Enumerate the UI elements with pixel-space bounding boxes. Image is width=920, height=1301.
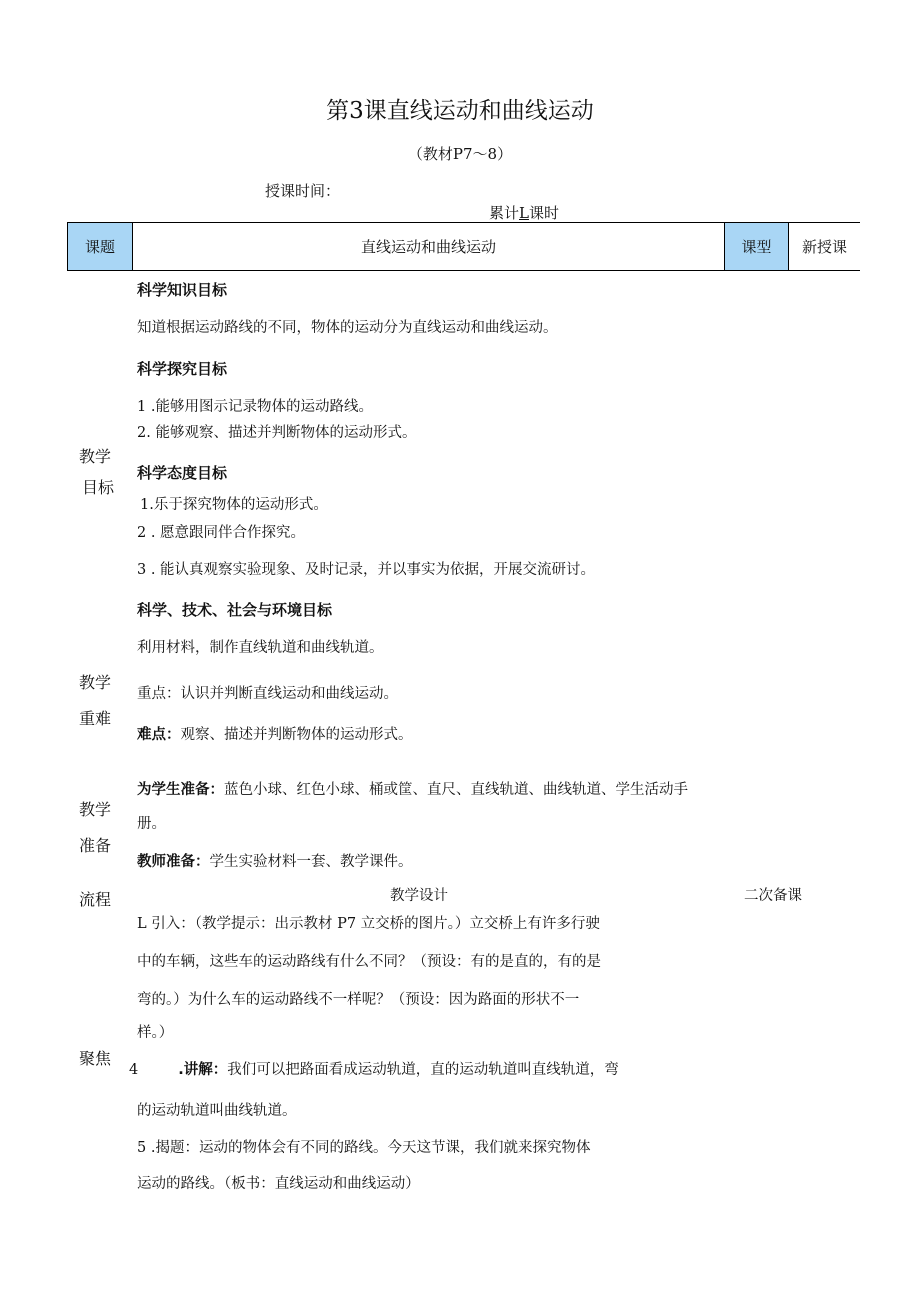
type-label: 课型: [741, 238, 772, 256]
reveal-line-1: 5 .揭题：运动的物体会有不同的路线。今天这节课，我们就来探究物体: [137, 1140, 591, 1156]
focus-stage-label: 聚焦: [79, 1049, 112, 1068]
type-value-cell: [789, 223, 860, 270]
design-header: 教学设计: [390, 888, 448, 904]
topic-label-cell: [67, 223, 133, 270]
cumulative-prefix: 累计: [489, 204, 520, 222]
inquiry-item-1: 1 .能够用图示记录物体的运动路线。: [137, 399, 373, 415]
teacher-prep-label: 教师准备：: [137, 854, 210, 870]
cumulative-hours: [489, 202, 559, 223]
difficulty-point: [137, 723, 413, 744]
intro-line-3: 弯的。）为什么车的运动路线不一样呢？（预设：因为路面的形状不一: [137, 992, 580, 1008]
explain-number: 4: [129, 1062, 139, 1078]
topic-value: 直线运动和曲线运动: [360, 238, 496, 256]
second-prep-header: 二次备课: [744, 888, 802, 904]
intro-line-4: 样。）: [137, 1025, 174, 1041]
inquiry-item-2: 2. 能够观察、描述并判断物体的运动形式。: [137, 425, 417, 441]
teacher-prep-text: 学生实验材料一套、教学课件。: [209, 854, 413, 870]
explain-line-1: [129, 1058, 619, 1079]
keypoints-label-2: 重难: [79, 709, 112, 728]
attitude-item-2: 2 . 愿意跟同伴合作探究。: [137, 525, 306, 541]
attitude-item-1: 1.乐于探究物体的运动形式。: [140, 497, 328, 513]
topic-value-cell: [133, 223, 724, 270]
knowledge-heading: 科学知识目标: [137, 281, 228, 299]
difficulty-text: 观察、描述并判断物体的运动形式。: [180, 727, 413, 743]
explain-label: .讲解：: [178, 1062, 228, 1078]
attitude-item-3: 3 . 能认真观察实验现象、及时记录，并以事实为依据，开展交流研讨。: [137, 562, 596, 578]
explain-line-2: 的运动轨道叫曲线轨道。: [137, 1103, 297, 1119]
cumulative-suffix: 课时: [528, 204, 559, 222]
attitude-heading: 科学态度目标: [137, 464, 228, 482]
focus-label: 重点：: [137, 686, 181, 702]
student-prep-label: 为学生准备：: [137, 782, 224, 798]
type-value: 新授课: [801, 238, 847, 256]
difficulty-label: 难点：: [137, 727, 181, 743]
teacher-prep: [137, 850, 413, 871]
intro-line-1: L 引入：（教学提示：出示教材 P7 立交桥的图片。）立交桥上有许多行驶: [137, 916, 600, 932]
textbook-pages: （教材P7～8）: [407, 145, 513, 163]
page-title: 第3课直线运动和曲线运动: [326, 98, 594, 124]
cumulative-value: L: [519, 204, 529, 222]
inquiry-heading: 科学探究目标: [137, 360, 228, 378]
lesson-time-label: 授课时间：: [265, 182, 341, 200]
focus-point: [137, 682, 398, 703]
preparation-label-1: 教学: [79, 800, 112, 819]
process-label: 流程: [79, 890, 112, 909]
topic-label: 课题: [84, 238, 115, 256]
reveal-line-2: 运动的路线。（板书：直线运动和曲线运动）: [137, 1176, 420, 1192]
preparation-label-2: 准备: [79, 836, 112, 855]
objectives-label-2: 目标: [82, 478, 115, 497]
stse-text: 利用材料，制作直线轨道和曲线轨道。: [137, 640, 384, 656]
header-bottom-border: [67, 270, 860, 271]
student-prep-line2: 册。: [137, 816, 166, 832]
knowledge-text: 知道根据运动路线的不同，物体的运动分为直线运动和曲线运动。: [137, 320, 558, 336]
intro-line-2: 中的车辆，这些车的运动路线有什么不同？（预设：有的是直的，有的是: [137, 954, 601, 970]
keypoints-label-1: 教学: [79, 673, 112, 692]
explain-text: 我们可以把路面看成运动轨道，直的运动轨道叫直线轨道，弯: [227, 1062, 619, 1078]
student-prep: [137, 778, 688, 799]
stse-heading: 科学、技术、社会与环境目标: [137, 601, 333, 619]
type-label-cell: [724, 223, 789, 270]
student-prep-text: 蓝色小球、红色小球、桶或筐、直尺、直线轨道、曲线轨道、学生活动手: [224, 782, 688, 798]
objectives-label-1: 教学: [79, 447, 112, 466]
focus-text: 认识并判断直线运动和曲线运动。: [180, 686, 398, 702]
